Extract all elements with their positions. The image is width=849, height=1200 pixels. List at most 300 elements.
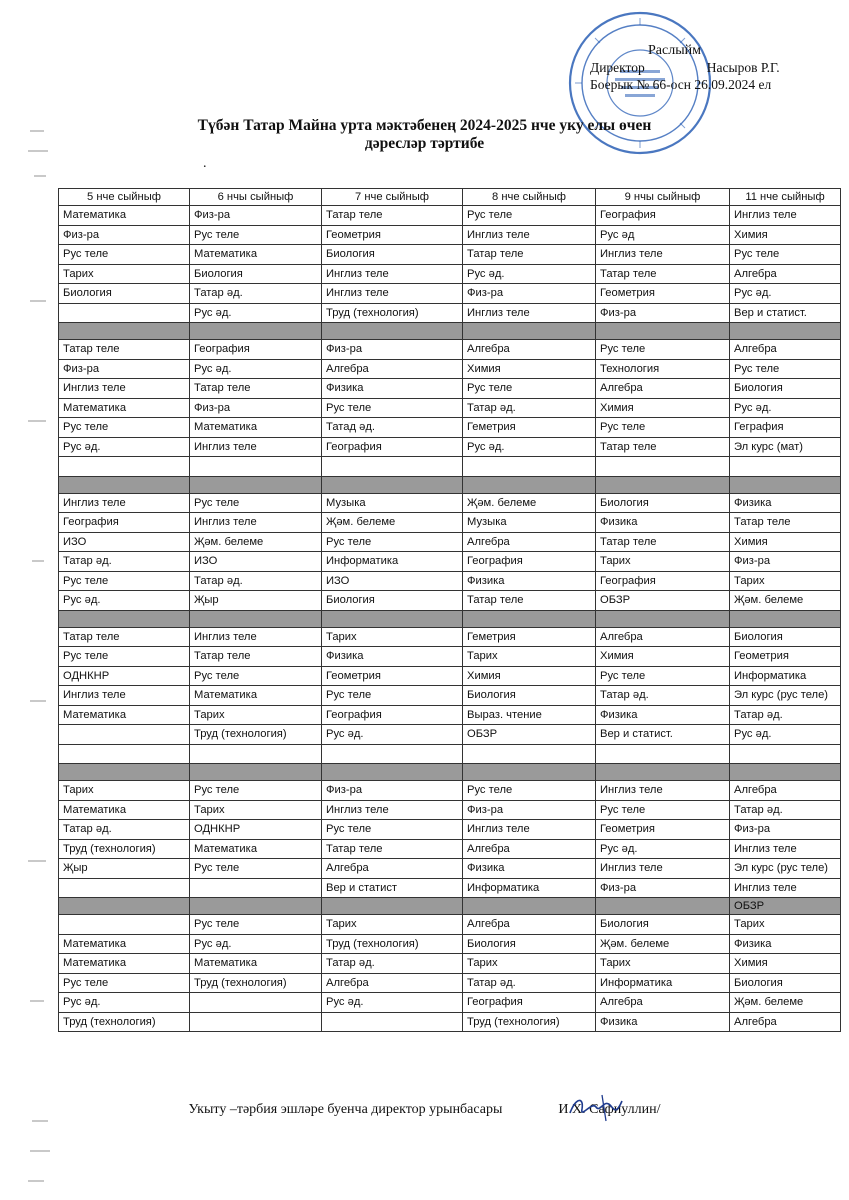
table-cell: Рус әд. xyxy=(59,993,190,1013)
day-separator-row xyxy=(59,476,841,493)
table-cell: Рус теле xyxy=(596,666,730,686)
table-row xyxy=(59,820,841,840)
table-cell: Рус әд. xyxy=(322,725,463,745)
separator-cell xyxy=(322,898,463,915)
table-cell: Татар теле xyxy=(596,264,730,284)
table-cell: Рус теле xyxy=(59,418,190,438)
director-label: Директор xyxy=(590,60,645,75)
table-row xyxy=(59,800,841,820)
column-header: 9 нчы сыйныф xyxy=(596,189,730,206)
table-cell: Рус теле xyxy=(190,666,322,686)
table-cell xyxy=(59,878,190,898)
table-cell: Рус теле xyxy=(190,915,322,935)
ink-dot: . xyxy=(203,156,207,171)
table-cell: Информатика xyxy=(730,666,841,686)
table-cell: Татар әд. xyxy=(463,973,596,993)
table-cell: Труд (технология) xyxy=(322,303,463,323)
separator-cell xyxy=(596,610,730,627)
table-cell: География xyxy=(463,993,596,1013)
separator-cell xyxy=(596,476,730,493)
separator-cell xyxy=(463,898,596,915)
table-row xyxy=(59,398,841,418)
table-cell: География xyxy=(596,571,730,591)
table-cell: Рус теле xyxy=(463,379,596,399)
footer-label: Укыту –тәрбия эшләре буенча директор урынбасары xyxy=(188,1102,503,1117)
document-title-line2: дәресләр тәртибе xyxy=(364,135,485,152)
table-cell: Татар теле xyxy=(190,379,322,399)
table-cell xyxy=(190,457,322,477)
table-cell: Биология xyxy=(463,934,596,954)
table-cell: Математика xyxy=(190,245,322,265)
table-cell: Инглиз теле xyxy=(190,627,322,647)
separator-cell xyxy=(463,476,596,493)
footer-name: И.Х. Сафиуллин/ xyxy=(558,1102,661,1117)
table-row xyxy=(59,513,841,533)
separator-cell xyxy=(322,764,463,781)
table-cell: Физика xyxy=(730,934,841,954)
table-cell: Тарих xyxy=(190,800,322,820)
table-cell: Математика xyxy=(59,934,190,954)
table-row xyxy=(59,686,841,706)
header-row xyxy=(59,189,841,206)
table-cell: Тарих xyxy=(596,954,730,974)
table-row xyxy=(59,647,841,667)
table-cell xyxy=(59,915,190,935)
separator-cell xyxy=(596,323,730,340)
table-cell: Биология xyxy=(322,245,463,265)
table-cell: Инглиз теле xyxy=(730,878,841,898)
table-cell: Рус әд. xyxy=(463,437,596,457)
table-cell: Рус әд. xyxy=(730,398,841,418)
table-cell: Алгебра xyxy=(596,627,730,647)
day-separator-row xyxy=(59,610,841,627)
table-cell: География xyxy=(596,206,730,226)
table-cell: Математика xyxy=(59,206,190,226)
table-cell: Җыр xyxy=(190,591,322,611)
table-cell: География xyxy=(59,513,190,533)
table-cell xyxy=(59,303,190,323)
table-cell: Геграфия xyxy=(730,418,841,438)
table-cell: География xyxy=(322,705,463,725)
table-cell: Эл курс (рус теле) xyxy=(730,859,841,879)
table-cell: География xyxy=(322,437,463,457)
day-separator-row xyxy=(59,323,841,340)
separator-cell xyxy=(463,764,596,781)
table-cell: Алгебра xyxy=(730,264,841,284)
table-row xyxy=(59,379,841,399)
column-header: 7 нче сыйныф xyxy=(322,189,463,206)
table-cell: Рус теле xyxy=(596,800,730,820)
table-cell: Физ-ра xyxy=(59,225,190,245)
table-cell: Математика xyxy=(190,418,322,438)
table-cell: Инглиз теле xyxy=(596,245,730,265)
table-cell: Рус теле xyxy=(59,245,190,265)
table-cell: Җыр xyxy=(59,859,190,879)
separator-cell xyxy=(322,323,463,340)
separator-cell xyxy=(190,764,322,781)
table-row xyxy=(59,744,841,764)
table-cell: Биология xyxy=(322,591,463,611)
column-header: 11 нче сыйныф xyxy=(730,189,841,206)
table-cell: ИЗО xyxy=(322,571,463,591)
table-cell: ОДНКНР xyxy=(190,820,322,840)
table-cell: Рус әд. xyxy=(322,993,463,1013)
table-cell: Физ-ра xyxy=(596,303,730,323)
approval-title: Раслыйм xyxy=(648,43,701,58)
table-cell: Труд (технология) xyxy=(190,725,322,745)
table-cell: Алгебра xyxy=(730,781,841,801)
table-cell: Рус теле xyxy=(59,647,190,667)
table-cell: Рус әд. xyxy=(596,839,730,859)
table-cell: Татар теле xyxy=(59,627,190,647)
table-cell: Алгебра xyxy=(730,1012,841,1032)
table-cell: Биология xyxy=(730,379,841,399)
table-cell xyxy=(730,457,841,477)
table-cell xyxy=(463,457,596,477)
table-cell: Химия xyxy=(596,647,730,667)
table-cell: Рус теле xyxy=(190,859,322,879)
table-cell: Труд (технология) xyxy=(59,839,190,859)
table-row xyxy=(59,206,841,226)
table-cell: Татар әд. xyxy=(322,954,463,974)
separator-cell-label: ОБЗР xyxy=(730,898,841,915)
table-cell xyxy=(190,1012,322,1032)
table-cell: Физ-ра xyxy=(730,552,841,572)
table-cell: Алгебра xyxy=(463,839,596,859)
table-cell: Татар әд. xyxy=(59,552,190,572)
table-cell: ИЗО xyxy=(59,532,190,552)
table-cell xyxy=(190,878,322,898)
table-row xyxy=(59,552,841,572)
table-cell: Татар теле xyxy=(190,647,322,667)
table-cell: Рус әд. xyxy=(190,934,322,954)
separator-cell xyxy=(596,898,730,915)
table-row xyxy=(59,705,841,725)
table-cell: Тарих xyxy=(730,571,841,591)
table-cell: Рус теле xyxy=(322,686,463,706)
table-row xyxy=(59,418,841,438)
table-cell xyxy=(59,744,190,764)
table-cell: Тарих xyxy=(730,915,841,935)
table-cell: Вер и статист. xyxy=(730,303,841,323)
table-cell: Рус теле xyxy=(322,532,463,552)
table-cell: Вер и статист. xyxy=(596,725,730,745)
table-row xyxy=(59,1012,841,1032)
table-cell: Рус теле xyxy=(596,340,730,360)
table-cell: Татар әд. xyxy=(730,800,841,820)
table-cell: Труд (технология) xyxy=(59,1012,190,1032)
table-row xyxy=(59,571,841,591)
table-cell: Математика xyxy=(190,954,322,974)
table-cell: Татар теле xyxy=(730,513,841,533)
table-cell: Рус теле xyxy=(190,225,322,245)
table-cell: Физ-ра xyxy=(59,359,190,379)
table-cell: Геометрия xyxy=(596,820,730,840)
separator-cell xyxy=(730,610,841,627)
table-cell: Физика xyxy=(596,513,730,533)
table-cell: Эл курс (мат) xyxy=(730,437,841,457)
table-cell: Алгебра xyxy=(596,993,730,1013)
table-cell: Информатика xyxy=(322,552,463,572)
table-cell: ОБЗР xyxy=(463,725,596,745)
table-cell: Химия xyxy=(730,954,841,974)
table-cell: Җәм. белеме xyxy=(730,591,841,611)
table-cell: Татар әд. xyxy=(463,398,596,418)
table-cell: Химия xyxy=(730,225,841,245)
table-cell: Информатика xyxy=(596,973,730,993)
table-cell xyxy=(596,744,730,764)
table-row xyxy=(59,340,841,360)
table-row xyxy=(59,493,841,513)
separator-cell xyxy=(463,323,596,340)
table-cell: Геметрия xyxy=(463,418,596,438)
table-cell: Татар теле xyxy=(596,532,730,552)
table-cell: Музыка xyxy=(463,513,596,533)
table-cell: Математика xyxy=(59,800,190,820)
order-line: Боерык № 66-осн 26.09.2024 ел xyxy=(590,77,772,92)
table-cell: Геметрия xyxy=(463,627,596,647)
table-row xyxy=(59,915,841,935)
table-cell: Химия xyxy=(463,666,596,686)
table-cell: Инглиз теле xyxy=(59,686,190,706)
table-cell: Тарих xyxy=(463,954,596,974)
table-row xyxy=(59,839,841,859)
table-cell: Геометрия xyxy=(730,647,841,667)
footer-signature-line xyxy=(0,1102,849,1118)
table-cell: Рус әд. xyxy=(59,591,190,611)
table-cell xyxy=(322,1012,463,1032)
table-cell: Математика xyxy=(59,398,190,418)
table-cell: Физика xyxy=(730,493,841,513)
separator-cell xyxy=(59,898,190,915)
document-title-line1: Түбән Татар Майна урта мәктәбенең 2024-2025 нче уку елы өчен xyxy=(197,117,652,134)
table-cell: Алгебра xyxy=(463,340,596,360)
table-cell: Алгебра xyxy=(596,379,730,399)
table-cell: Биология xyxy=(596,915,730,935)
table-row xyxy=(59,225,841,245)
table-row xyxy=(59,264,841,284)
table-cell: Рус әд. xyxy=(730,725,841,745)
table-cell: Вер и статист xyxy=(322,878,463,898)
table-cell xyxy=(463,744,596,764)
table-cell: Математика xyxy=(59,705,190,725)
table-cell: ИЗО xyxy=(190,552,322,572)
separator-cell xyxy=(190,476,322,493)
table-cell: Инглиз теле xyxy=(322,284,463,304)
table-cell: Алгебра xyxy=(322,859,463,879)
table-cell: Татар теле xyxy=(463,245,596,265)
table-cell: Геометрия xyxy=(322,666,463,686)
table-cell: Тарих xyxy=(322,627,463,647)
table-cell: Труд (технология) xyxy=(322,934,463,954)
table-cell: Инглиз теле xyxy=(463,303,596,323)
table-row xyxy=(59,973,841,993)
table-cell: Геометрия xyxy=(322,225,463,245)
table-cell: Татар теле xyxy=(596,437,730,457)
table-row xyxy=(59,878,841,898)
table-cell: Рус теле xyxy=(190,493,322,513)
table-cell: Татар әд. xyxy=(190,571,322,591)
table-cell: Татар теле xyxy=(322,839,463,859)
table-cell: Инглиз теле xyxy=(596,859,730,879)
table-cell: Физ-ра xyxy=(730,820,841,840)
table-row xyxy=(59,666,841,686)
table-cell: Татар теле xyxy=(463,591,596,611)
table-cell: Выраз. чтение xyxy=(463,705,596,725)
table-cell: Физ-ра xyxy=(322,781,463,801)
table-cell: Биология xyxy=(730,627,841,647)
table-row xyxy=(59,437,841,457)
table-cell: Тарих xyxy=(596,552,730,572)
table-cell: Алгебра xyxy=(463,532,596,552)
table-cell: Рус әд. xyxy=(190,303,322,323)
table-cell: Инглиз теле xyxy=(322,800,463,820)
table-cell: Алгебра xyxy=(322,359,463,379)
separator-cell xyxy=(322,610,463,627)
column-header: 6 нчы сыйныф xyxy=(190,189,322,206)
table-row xyxy=(59,781,841,801)
table-cell: Рус теле xyxy=(730,359,841,379)
table-cell: Химия xyxy=(596,398,730,418)
table-cell xyxy=(322,744,463,764)
table-cell: Татар әд. xyxy=(596,686,730,706)
table-row xyxy=(59,532,841,552)
table-cell: Музыка xyxy=(322,493,463,513)
table-cell: Физика xyxy=(596,1012,730,1032)
table-cell: Рус әд. xyxy=(463,264,596,284)
table-cell xyxy=(730,744,841,764)
table-cell: Биология xyxy=(463,686,596,706)
table-cell: Математика xyxy=(190,839,322,859)
table-row xyxy=(59,284,841,304)
director-name: Насыров Р.Г. xyxy=(706,60,780,75)
table-cell: Алгебра xyxy=(730,340,841,360)
table-cell: Тарих xyxy=(59,781,190,801)
separator-cell xyxy=(190,323,322,340)
table-cell: Инглиз теле xyxy=(59,379,190,399)
table-cell: Физ-ра xyxy=(190,398,322,418)
table-cell: Инглиз теле xyxy=(596,781,730,801)
table-row xyxy=(59,954,841,974)
table-cell xyxy=(190,993,322,1013)
separator-cell xyxy=(59,323,190,340)
table-cell: Җәм. белеме xyxy=(730,993,841,1013)
table-cell: Татад әд. xyxy=(322,418,463,438)
table-cell: Физика xyxy=(463,859,596,879)
day-separator-row xyxy=(59,898,841,915)
separator-cell xyxy=(463,610,596,627)
table-cell: Тарих xyxy=(463,647,596,667)
table-cell: Инглиз теле xyxy=(730,206,841,226)
table-row xyxy=(59,934,841,954)
column-header: 8 нче сыйныф xyxy=(463,189,596,206)
table-cell: Физ-ра xyxy=(596,878,730,898)
table-cell: Инглиз теле xyxy=(190,437,322,457)
separator-cell xyxy=(730,476,841,493)
table-cell: Рус теле xyxy=(322,820,463,840)
table-cell: Тарих xyxy=(59,264,190,284)
table-cell: География xyxy=(190,340,322,360)
table-cell: Физ-ра xyxy=(190,206,322,226)
column-header: 5 нче сыйныф xyxy=(59,189,190,206)
table-cell: Җәм. белеме xyxy=(322,513,463,533)
table-cell: Рус әд. xyxy=(190,359,322,379)
schedule-table xyxy=(58,188,841,1032)
table-cell: Рус теле xyxy=(59,571,190,591)
table-cell: Рус теле xyxy=(463,781,596,801)
table-cell: Татар теле xyxy=(59,340,190,360)
table-row xyxy=(59,993,841,1013)
table-cell: Физика xyxy=(322,379,463,399)
table-cell: Химия xyxy=(730,532,841,552)
table-row xyxy=(59,457,841,477)
table-cell: Технология xyxy=(596,359,730,379)
separator-cell xyxy=(730,764,841,781)
table-row xyxy=(59,725,841,745)
director-line xyxy=(590,59,780,76)
table-row xyxy=(59,303,841,323)
table-cell: Инглиз теле xyxy=(190,513,322,533)
table-cell: Татар әд. xyxy=(59,820,190,840)
table-cell: Физ-ра xyxy=(463,800,596,820)
table-cell: Эл курс (рус теле) xyxy=(730,686,841,706)
table-cell: Рус әд. xyxy=(59,437,190,457)
table-cell: География xyxy=(463,552,596,572)
separator-cell xyxy=(596,764,730,781)
table-cell: Химия xyxy=(463,359,596,379)
table-cell: Татар теле xyxy=(322,206,463,226)
table-cell: Инглиз теле xyxy=(463,225,596,245)
table-cell: Җәм. белеме xyxy=(190,532,322,552)
table-cell: Физика xyxy=(463,571,596,591)
table-cell: Алгебра xyxy=(322,973,463,993)
table-cell: Биология xyxy=(730,973,841,993)
separator-cell xyxy=(730,323,841,340)
table-cell: Информатика xyxy=(463,878,596,898)
separator-cell xyxy=(190,898,322,915)
table-cell: ОДНКНР xyxy=(59,666,190,686)
separator-cell xyxy=(322,476,463,493)
table-cell: Физика xyxy=(322,647,463,667)
table-cell xyxy=(596,457,730,477)
table-cell xyxy=(190,744,322,764)
table-cell xyxy=(59,725,190,745)
separator-cell xyxy=(190,610,322,627)
table-cell: Инглиз теле xyxy=(322,264,463,284)
table-cell: Математика xyxy=(190,686,322,706)
table-cell: Биология xyxy=(190,264,322,284)
table-cell xyxy=(322,457,463,477)
table-cell: Физ-ра xyxy=(463,284,596,304)
table-row xyxy=(59,627,841,647)
table-cell: Җәм. белеме xyxy=(596,934,730,954)
table-cell: Рус теле xyxy=(322,398,463,418)
table-row xyxy=(59,591,841,611)
table-cell: Рус әд xyxy=(596,225,730,245)
table-cell: Биология xyxy=(59,284,190,304)
table-cell: Рус теле xyxy=(463,206,596,226)
table-cell: Рус әд. xyxy=(730,284,841,304)
table-row xyxy=(59,359,841,379)
table-cell: Физика xyxy=(596,705,730,725)
table-cell: Татар әд. xyxy=(730,705,841,725)
table-cell: Рус теле xyxy=(190,781,322,801)
table-cell: Алгебра xyxy=(463,915,596,935)
separator-cell xyxy=(59,764,190,781)
table-cell: Инглиз теле xyxy=(59,493,190,513)
table-cell xyxy=(59,457,190,477)
table-cell: Тарих xyxy=(322,915,463,935)
